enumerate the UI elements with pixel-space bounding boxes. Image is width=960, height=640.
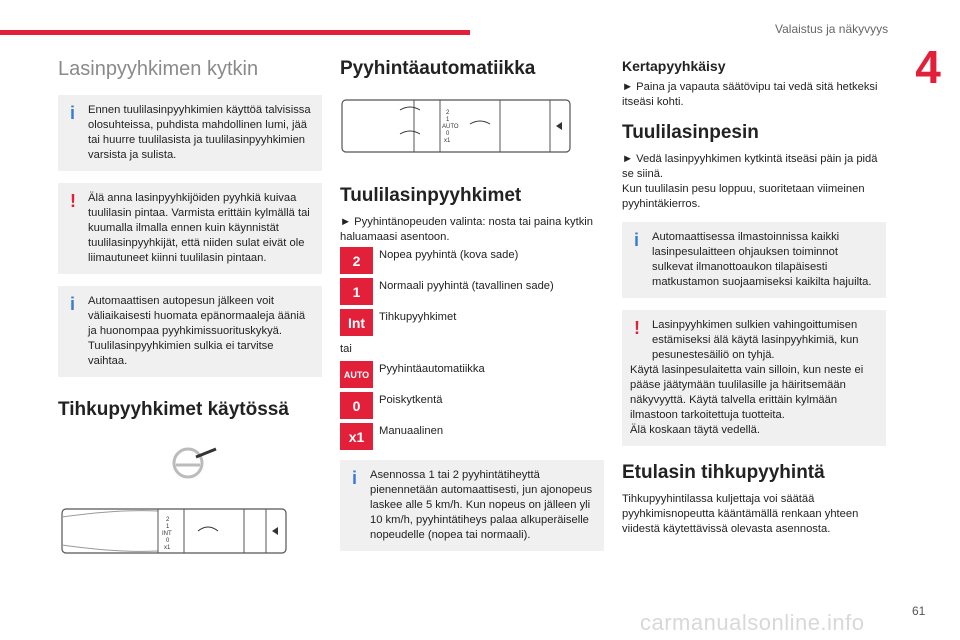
lever-label: x1 bbox=[444, 138, 451, 144]
legend-row bbox=[340, 309, 604, 340]
note-text: Automaattisessa ilmastoinnissa kaikki lasinpesulaitteen ohjauksen toiminnot sulkevat ilmanottoaukon tilapäisesti matkustamon suojaamiseksi kaikilta hajuilta. bbox=[652, 231, 872, 288]
position-badge: x1 bbox=[340, 423, 373, 450]
steering-wheel-icon bbox=[174, 449, 216, 477]
position-badge: 1 bbox=[340, 278, 373, 305]
note-text: Käytä lasinpesulaitetta vain silloin, kun neste ei pääse jäätymään tuulilasille ja häiritsemään näkyvyyttä. Käytä talvella erittäin kylmään ilmastoon tarkoitettuja tuotteita. bbox=[630, 364, 864, 421]
position-badge: AUTO bbox=[340, 361, 373, 388]
column-3 bbox=[622, 48, 886, 537]
section-heading: Tihkupyyhkimet käytössä bbox=[58, 399, 289, 420]
legend-row bbox=[340, 278, 604, 309]
legend-text: Poiskytkentä bbox=[379, 394, 443, 406]
body-text: ► Paina ja vapauta säätövipu tai vedä sitä hetkeksi itseäsi kohti. bbox=[622, 81, 878, 108]
note-text: Asennossa 1 tai 2 pyyhintätiheyttä pienennetään automaattisesti, jun ajonopeus laskee alle 5 km/h. Kun nopeus on jälleen yli 10 km/h, pyyhintätiheys palaa alkuperäiselle nopeudelle (nopea tai normaali). bbox=[370, 469, 593, 541]
lever-label: AUTO bbox=[442, 124, 459, 130]
header-accent-bar bbox=[0, 30, 470, 35]
legend-text: Tihkupyyhkimet bbox=[379, 311, 457, 323]
warning-note bbox=[58, 183, 322, 274]
or-text: tai bbox=[340, 343, 352, 355]
section-title: Valaistus ja näkyvyys bbox=[775, 22, 889, 36]
watermark: carmanualsonline.info bbox=[640, 610, 865, 635]
info-icon: i bbox=[352, 468, 358, 488]
page-number: 61 bbox=[912, 604, 926, 618]
body-text: Tihkupyyhintilassa kuljettaja voi säätää pyyhkimisnopeutta kääntämällä renkaan yhteen viidestä käytettävissä olevasta asennosta. bbox=[622, 493, 859, 535]
lever-label: 2 bbox=[166, 517, 170, 523]
legend-row bbox=[340, 423, 604, 454]
info-note bbox=[340, 460, 604, 551]
legend-text: Pyyhintäautomatiikka bbox=[379, 363, 485, 375]
body-text: ► Vedä lasinpyyhkimen kytkintä itseäsi päin ja pidä se siinä. bbox=[622, 153, 878, 180]
info-note bbox=[622, 222, 886, 298]
column-2 bbox=[340, 48, 604, 551]
warning-note bbox=[622, 310, 886, 446]
legend-row bbox=[340, 392, 604, 423]
lever-label: x1 bbox=[164, 545, 171, 551]
body-text: Kun tuulilasin pesu loppuu, suoritetaan viimeinen pyyhintäkierros. bbox=[622, 183, 865, 210]
position-badge: Int bbox=[340, 309, 373, 336]
section-heading: Lasinpyyhkimen kytkin bbox=[58, 58, 259, 80]
note-text: Älä anna lasinpyyhkijöiden pyyhkiä kuivaa tuulilasin pintaa. Varmista erittäin kylmällä tai kuumalla ilmalla ennen kuin käynnistät tuulilasinpyyhkijät, että niiden sulat eivät ole liimautuneet kiinni tuulilasin pintaan. bbox=[88, 192, 310, 264]
lever-label: 1 bbox=[166, 524, 170, 530]
note-text: Älä koskaan täytä vedellä. bbox=[630, 424, 760, 436]
note-text: Automaattisen autopesun jälkeen voit väliaikaisesti huomata epänormaaleja ääniä ja huonompaa pyyhkimissuorituskykyä. Tuulilasinpyyhkimien sulkia ei tarvitse vaihtaa. bbox=[88, 295, 306, 367]
section-heading: Tuulilasinpyyhkimet bbox=[340, 185, 522, 206]
legend-text: Manuaalinen bbox=[379, 425, 444, 437]
auto-wiper-lever-illustration bbox=[340, 94, 604, 160]
section-heading: Pyyhintäautomatiikka bbox=[340, 58, 536, 79]
info-note bbox=[58, 286, 322, 377]
legend-text: Nopea pyyhintä (kova sade) bbox=[379, 249, 519, 261]
lever-label: 0 bbox=[166, 538, 170, 544]
note-text: Ennen tuulilasinpyyhkimien käyttöä talvisissa olosuhteissa, puhdista mahdollinen lumi, jää tai huurre tuulilasista ja tuulilasinpyyhkimien varsista ja sulista. bbox=[88, 104, 311, 161]
wiper-lever-icon bbox=[62, 509, 286, 553]
warning-icon: ! bbox=[70, 191, 76, 211]
section-heading: Etulasin tihkupyyhintä bbox=[622, 462, 825, 483]
position-badge: 0 bbox=[340, 392, 373, 419]
lever-label: 1 bbox=[446, 117, 450, 123]
lever-label: INT bbox=[162, 531, 172, 537]
info-icon: i bbox=[70, 103, 76, 123]
legend-row bbox=[340, 247, 604, 278]
lever-label: 2 bbox=[446, 110, 450, 116]
info-icon: i bbox=[70, 294, 76, 314]
section-heading: Tuulilasinpesin bbox=[622, 122, 759, 143]
column-1 bbox=[58, 48, 322, 592]
lever-label: 0 bbox=[446, 131, 450, 137]
note-text: Lasinpyyhkimen sulkien vahingoittumisen estämiseksi älä käytä lasinpyyhkimiä, kun pesunestesäiliö on tyhjä. bbox=[652, 319, 859, 361]
speed-list-b bbox=[340, 361, 604, 454]
position-badge: 2 bbox=[340, 247, 373, 274]
legend-row bbox=[340, 361, 604, 392]
info-note bbox=[58, 95, 322, 171]
intermittent-wiper-illustration bbox=[58, 437, 322, 587]
speed-list-a bbox=[340, 247, 604, 340]
chapter-number: 4 bbox=[896, 38, 960, 96]
subsection-heading: Kertapyyhkäisy bbox=[622, 58, 726, 74]
body-text: ► Pyyhintänopeuden valinta: nosta tai paina kytkin haluamaasi asentoon. bbox=[340, 216, 594, 243]
info-icon: i bbox=[634, 230, 640, 250]
warning-icon: ! bbox=[634, 318, 640, 338]
legend-text: Normaali pyyhintä (tavallinen sade) bbox=[379, 280, 554, 292]
